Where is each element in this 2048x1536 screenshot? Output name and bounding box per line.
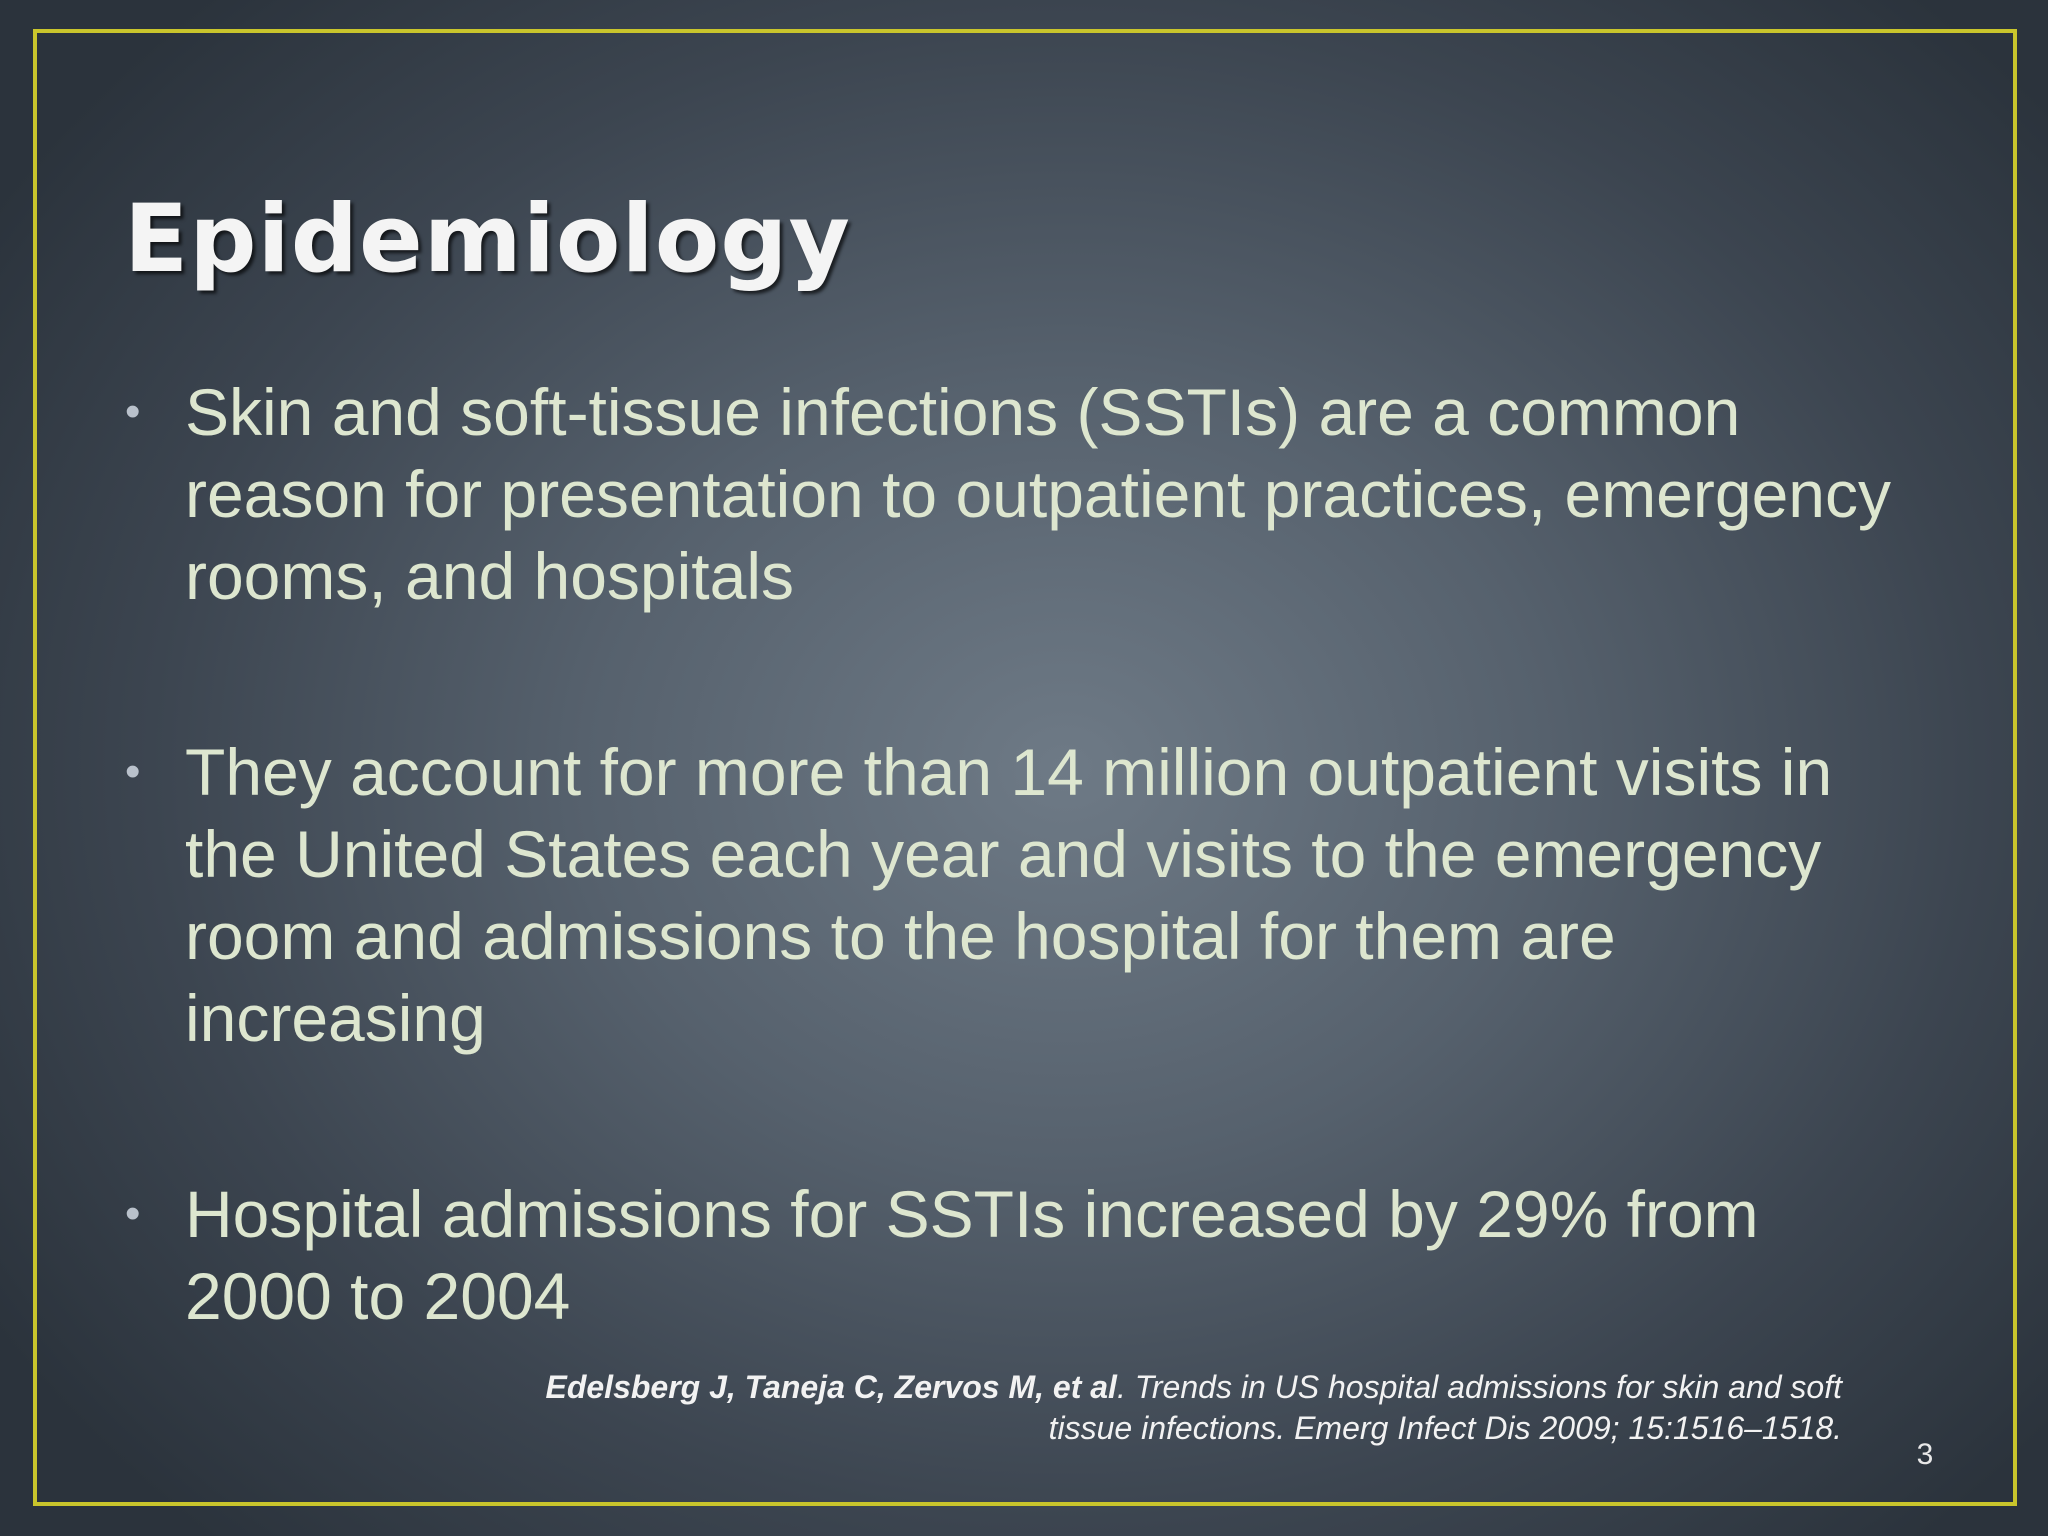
bullet-item-admissions-increase [125,1173,1905,1337]
bullet-icon: • [125,387,141,436]
bullet-text: Hospital admissions for SSTIs increased by 29% from 2000 to 2004 [185,1177,1759,1333]
bullet-text: Skin and soft-tissue infections (SSTIs) are a common reason for presentation to outpatient practices, emergency rooms, and hospitals [185,375,1891,613]
citation [542,1367,1842,1449]
bullet-text: They account for more than 14 million outpatient visits in the United States each year and visits to the emergency room and admissions to the hospital for them are increasing [185,735,1833,1055]
bullet-icon: • [125,747,141,796]
bullet-icon: • [125,1189,141,1238]
bullet-item-sstis-common [125,371,1905,617]
slide-number: 3 [1916,1438,1934,1471]
citation-text: . Trends in US hospital admissions for skin and soft tissue infections. Emerg Infect Dis 2009; 15:1516–1518. [1048,1369,1842,1446]
citation-authors: Edelsberg J, Taneja C, Zervos M, et al [545,1369,1117,1405]
bullet-item-outpatient-visits [125,731,1905,1059]
slide-title: Epidemiology [124,185,851,294]
